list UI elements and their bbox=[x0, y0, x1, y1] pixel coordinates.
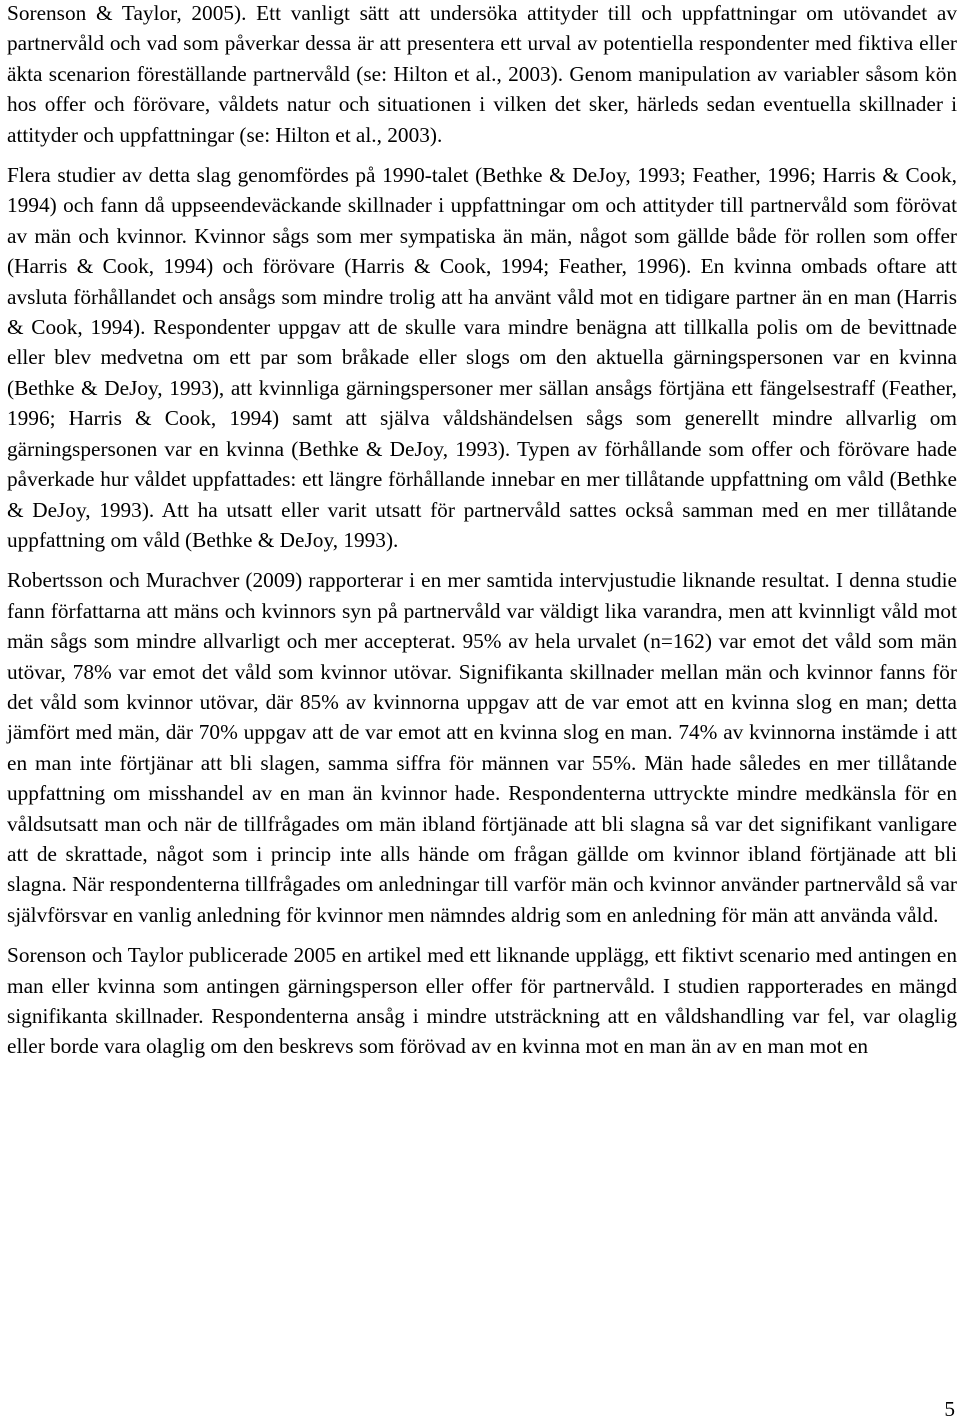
page-number: 5 bbox=[944, 1397, 955, 1421]
paragraph-1990s-studies: Flera studier av detta slag genomfördes på 1990-talet (Bethke & DeJoy, 1993; Feather, 1996; Harris & Cook, 1994) och fann då uppseendeväckande skillnader i uppfattningar om och attityder till partnervåld som förövat av män och kvinnor. Kvinnor sågs som mer sympatiska än män, något som gällde både för rollen som offer (Harris & Cook, 1994) och förövare (Harris & Cook, 1994; Feather, 1996). En kvinna ombads oftare att avsluta förhållandet och ansågs som mindre trolig att ha använt våld mot en tidigare partner än en man (Harris & Cook, 1994). Respondenter uppgav att de skulle vara mindre benägna att tillkalla polis om de bevittnade eller blev medvetna om ett par som bråkade eller slogs om den aktuella gärningspersonen var en kvinna (Bethke & DeJoy, 1993), att kvinnliga gärningspersoner mer sällan ansågs förtjäna ett fängelsestraff (Feather, 1996; Harris & Cook, 1994) samt att själva våldshändelsen sågs som generellt mindre allvarlig om gärningspersonen var en kvinna (Bethke & DeJoy, 1993). Typen av förhållande som offer och förövare hade påverkade hur våldet uppfattades: ett längre förhållande innebar en mer tillåtande uppfattning om våld (Bethke & DeJoy, 1993). Att ha utsatt eller varit utsatt för partnervåld sattes också samman med en mer tillåtande uppfattning om våld (Bethke & DeJoy, 1993). bbox=[7, 163, 957, 552]
document-page bbox=[7, 0, 957, 1062]
paragraph-intro: Sorenson & Taylor, 2005). Ett vanligt sätt att undersöka attityder till och uppfattningar om utövandet av partnervåld och vad som påverkar dessa är att presentera ett urval av potentiella respondenter med fiktiva eller äkta scenarion föreställande partnervåld (se: Hilton et al., 2003). Genom manipulation av variabler såsom kön hos offer och förövare, våldets natur och situationen i vilken det sker, härleds sedan eventuella skillnader i attityder och uppfattningar (se: Hilton et al., 2003). bbox=[7, 1, 957, 147]
paragraph-robertsson-murachver: Robertsson och Murachver (2009) rapporterar i en mer samtida intervjustudie liknande resultat. I denna studie fann författarna att mäns och kvinnors syn på partnervåld var väldigt lika varandra, men att kvinnligt våld mot män sågs som mindre allvarligt och mer accepterat. 95% av hela urvalet (n=162) var emot det våld som män utövar, 78% var emot det våld som kvinnor utövar. Signifikanta skillnader mellan män och kvinnor fanns för det våld som kvinnor utövar, där 85% av kvinnorna uppgav att de var emot att en kvinna slog en man; detta jämfört med män, där 70% uppgav att de var emot att en kvinna slog en man. 74% av kvinnorna instämde i att en man inte förtjänar att bli slagen, samma siffra för männen var 55%. Män hade således en mer tillåtande uppfattning om misshandel av en man än kvinnor hade. Respondenterna uttryckte mindre medkänsla för en våldsutsatt man och när de tillfrågades om män ibland förtjänade att bli slagna så var det signifikant vanligare att de skrattade, något som i princip inte alls hände om frågan gällde om kvinnor ibland förtjänade att bli slagna. När respondenterna tillfrågades om anledningar till varför män och kvinnor använder partnervåld så var självförsvar en vanlig anledning för kvinnor men nämndes aldrig som en anledning för män att använda våld. bbox=[7, 568, 957, 927]
paragraph-sorenson-taylor: Sorenson och Taylor publicerade 2005 en artikel med ett liknande upplägg, ett fiktivt scenario med antingen en man eller kvinna som antingen gärningsperson eller offer för partnervåld. I studien rapporterades en mängd signifikanta skillnader. Respondenterna ansåg i mindre utsträckning att en våldshandling var fel, var olaglig eller borde vara olaglig om den beskrevs som förövad av en kvinna mot en man än av en man mot en bbox=[7, 943, 957, 1059]
